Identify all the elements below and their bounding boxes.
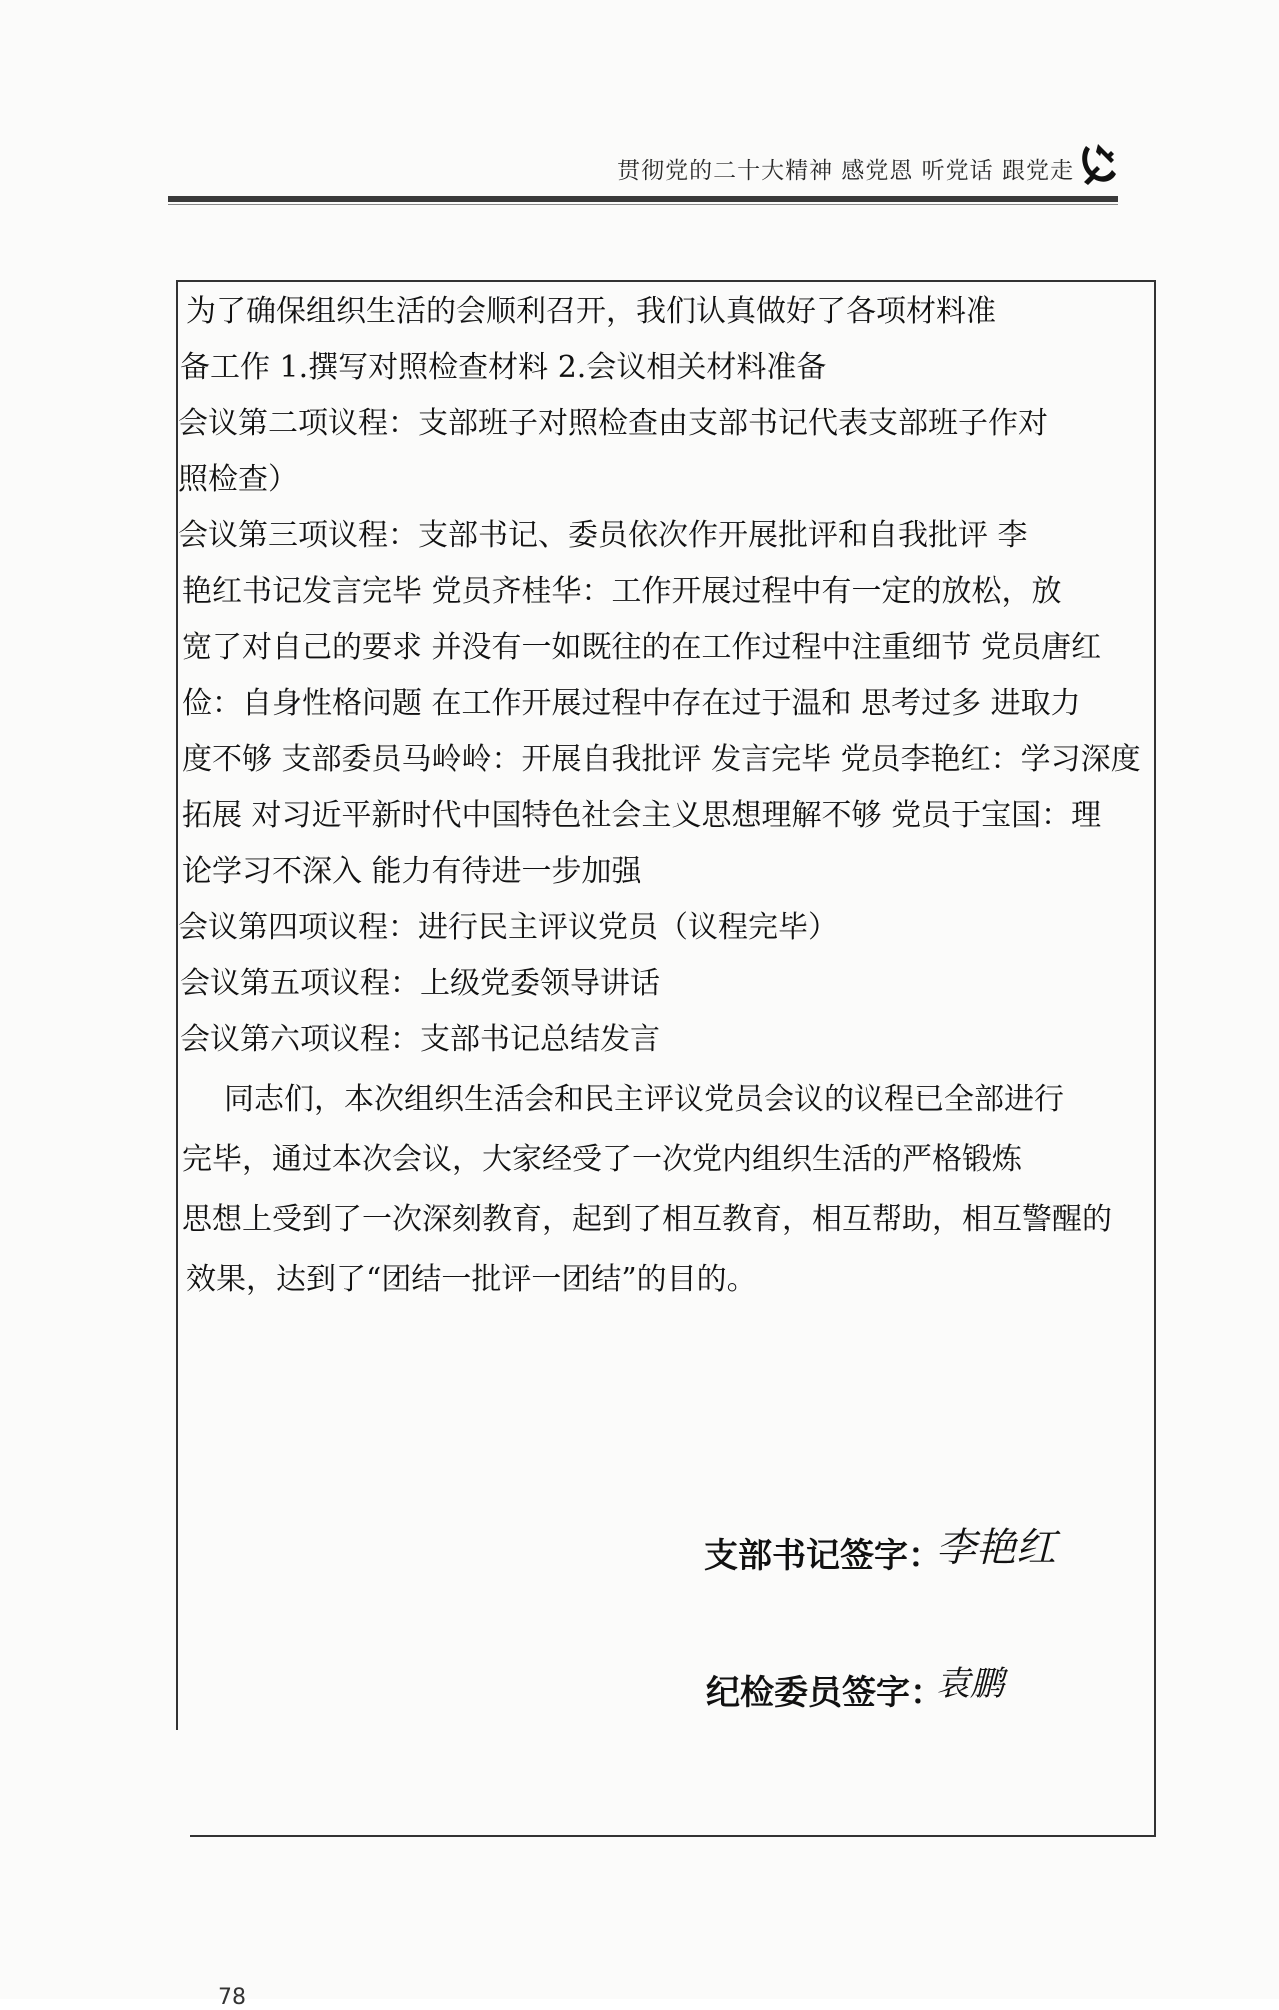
- text-line: 同志们，本次组织生活会和民主评议党员会议的议程已全部进行: [224, 1082, 1064, 1117]
- text-line: 俭：自身性格问题 在工作开展过程中存在过于温和 思考过多 进取力: [182, 686, 1081, 721]
- frame-right-border: [1154, 280, 1156, 1835]
- secretary-signature-label: 支部书记签字：: [704, 1536, 942, 1576]
- frame-bottom-border: [190, 1835, 1156, 1837]
- page-number: 78: [218, 1985, 246, 2010]
- text-line: 宽了对自己的要求 并没有一如既往的在工作过程中注重细节 党员唐红: [182, 630, 1102, 665]
- text-line: 会议第三项议程：支部书记、委员依次作开展批评和自我批评 李: [178, 518, 1028, 553]
- text-line: 拓展 对习近平新时代中国特色社会主义思想理解不够 党员于宝国：理: [182, 798, 1102, 833]
- frame-top-border: [176, 280, 1156, 282]
- text-line: 艳红书记发言完毕 党员齐桂华：工作开展过程中有一定的放松，放: [182, 574, 1062, 609]
- text-line: 会议第二项议程：支部班子对照检查由支部书记代表支部班子作对: [178, 406, 1048, 441]
- header-slogan: 贯彻党的二十大精神 感党恩 听党话 跟党走: [617, 158, 1074, 184]
- secretary-signature: 李艳红: [936, 1525, 1056, 1571]
- text-line: 会议第六项议程：支部书记总结发言: [180, 1022, 660, 1057]
- text-line: 论学习不深入 能力有待进一步加强: [182, 854, 642, 889]
- text-line: 度不够 支部委员马岭岭：开展自我批评 发言完毕 党员李艳红：学习深度: [182, 742, 1141, 777]
- inspector-signature-label: 纪检委员签字：: [706, 1673, 944, 1713]
- party-emblem-icon: [1078, 140, 1118, 186]
- text-line: 会议第五项议程：上级党委领导讲话: [180, 966, 660, 1001]
- header-rule: [168, 196, 1118, 202]
- header-rule-thin: [168, 204, 1118, 205]
- text-line: 会议第四项议程：进行民主评议党员（议程完毕）: [178, 910, 838, 945]
- text-line: 效果，达到了“团结一批评一团结”的目的。: [186, 1262, 757, 1297]
- text-line: 思想上受到了一次深刻教育，起到了相互教育，相互帮助，相互警醒的: [182, 1202, 1112, 1237]
- content-frame: [176, 280, 1176, 1840]
- text-line: 为了确保组织生活的会顺利召开，我们认真做好了各项材料准: [186, 294, 996, 329]
- page-header: [168, 140, 1118, 200]
- text-line: 完毕，通过本次会议，大家经受了一次党内组织生活的严格锻炼: [182, 1142, 1022, 1177]
- text-line: 备工作 1.撰写对照检查材料 2.会议相关材料准备: [180, 350, 827, 385]
- text-line: 照检查）: [178, 462, 298, 497]
- inspector-signature: 袁鹏: [936, 1664, 1004, 1704]
